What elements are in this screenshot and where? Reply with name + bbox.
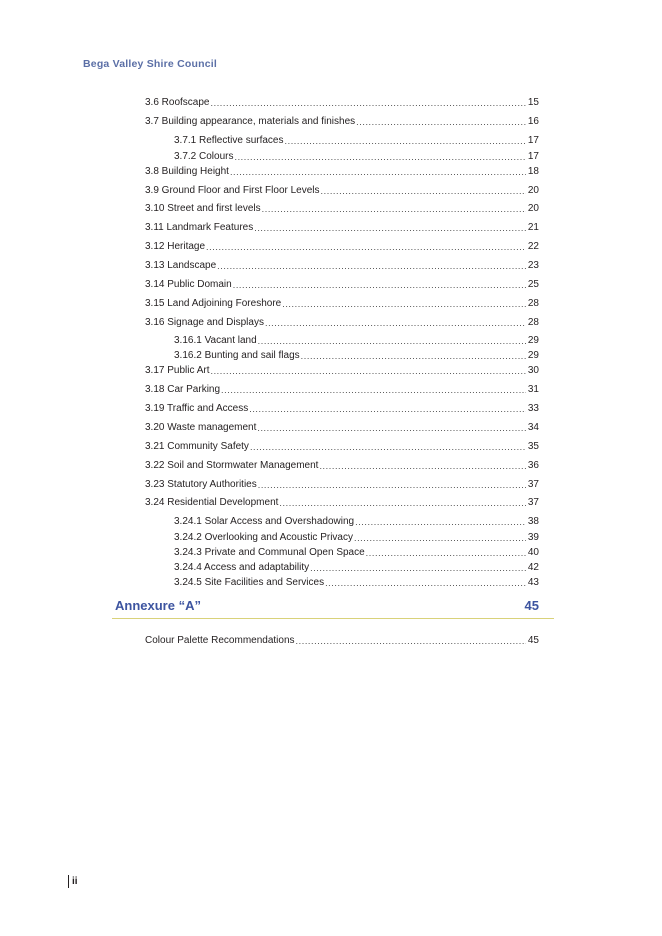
toc-entry-label: 3.11 Landmark Features (145, 222, 254, 233)
toc-entry[interactable] (145, 633, 539, 647)
dot-leader (301, 350, 526, 362)
toc-entry-page: 22 (527, 241, 539, 252)
annexure-title: Annexure “A” (115, 598, 201, 613)
dot-leader (217, 260, 526, 272)
toc-entry-page: 38 (527, 516, 539, 527)
dot-leader (254, 222, 526, 234)
toc-entry-label: 3.9 Ground Floor and First Floor Levels (145, 185, 320, 196)
toc-entry-page: 29 (527, 335, 539, 346)
dot-leader (265, 317, 526, 329)
toc-entry-label: 3.24.2 Overlooking and Acoustic Privacy (174, 532, 353, 543)
toc-entry-page: 40 (527, 547, 539, 558)
annexure-divider (112, 618, 554, 619)
dot-leader (250, 441, 526, 453)
toc-entry-label: 3.20 Waste management (145, 422, 257, 433)
toc-entry[interactable] (145, 477, 539, 491)
dot-leader (206, 241, 526, 253)
dot-leader (249, 403, 526, 415)
toc-entry-label: 3.13 Landscape (145, 260, 217, 271)
annexure-page: 45 (524, 598, 539, 613)
toc-entry[interactable] (145, 95, 539, 109)
toc-entry-label: 3.8 Building Height (145, 166, 229, 177)
toc-entry[interactable] (145, 258, 539, 272)
dot-leader (210, 365, 525, 377)
toc-entry-label: 3.7.2 Colours (174, 151, 234, 162)
toc-entry-label: 3.14 Public Domain (145, 279, 232, 290)
toc-entry-label: 3.21 Community Safety (145, 441, 249, 452)
toc-entry-page: 21 (527, 222, 539, 233)
toc-entry-page: 39 (527, 532, 539, 543)
toc-entry[interactable] (145, 420, 539, 434)
toc-entry-label: 3.6 Roofscape (145, 97, 210, 108)
toc-entry-page: 28 (527, 317, 539, 328)
toc-entry[interactable] (145, 315, 539, 329)
toc-entry[interactable] (145, 382, 539, 396)
toc-entry-page: 43 (527, 577, 539, 588)
toc-entry[interactable] (174, 560, 539, 574)
toc-entry[interactable] (145, 220, 539, 234)
dot-leader (321, 185, 526, 197)
dot-leader (234, 151, 525, 163)
toc-entry[interactable] (145, 495, 539, 509)
dot-leader (355, 516, 526, 528)
dot-leader (366, 547, 526, 559)
council-header: Bega Valley Shire Council (83, 58, 217, 70)
toc-entry-page: 36 (527, 460, 539, 471)
toc-entry-page: 35 (527, 441, 539, 452)
toc-entry-label: 3.24 Residential Development (145, 497, 279, 508)
dot-leader (296, 635, 526, 647)
toc-entry[interactable] (145, 363, 539, 377)
dot-leader (221, 384, 526, 396)
toc-entry-label: 3.19 Traffic and Access (145, 403, 249, 414)
toc-entry-label: 3.15 Land Adjoining Foreshore (145, 298, 282, 309)
toc-entry-page: 29 (527, 350, 539, 361)
toc-entry[interactable] (145, 277, 539, 291)
toc-entry-label: 3.24.5 Site Facilities and Services (174, 577, 325, 588)
toc-entry[interactable] (145, 239, 539, 253)
toc-entry-page: 34 (527, 422, 539, 433)
toc-entry[interactable] (174, 514, 539, 528)
toc-entry-page: 28 (527, 298, 539, 309)
toc-entry-page: 42 (527, 562, 539, 573)
toc-entry-label: 3.17 Public Art (145, 365, 210, 376)
toc-entry[interactable] (174, 575, 539, 589)
dot-leader (279, 497, 525, 509)
toc-entry-page: 45 (527, 635, 539, 646)
toc-entry[interactable] (145, 164, 539, 178)
dot-leader (319, 460, 525, 472)
toc-entry[interactable] (174, 333, 539, 347)
toc-entry-page: 33 (527, 403, 539, 414)
toc-entry-label: 3.7.1 Reflective surfaces (174, 135, 284, 146)
toc-entry-page: 17 (527, 135, 539, 146)
toc-entry-label: 3.18 Car Parking (145, 384, 221, 395)
toc-entry[interactable] (174, 530, 539, 544)
toc-entry[interactable] (145, 458, 539, 472)
dot-leader (356, 116, 526, 128)
toc-entry[interactable] (174, 348, 539, 362)
toc-entry-page: 25 (527, 279, 539, 290)
dot-leader (325, 577, 526, 589)
dot-leader (230, 166, 526, 178)
toc-entry-page: 37 (527, 479, 539, 490)
toc-entry-label: 3.16.1 Vacant land (174, 335, 257, 346)
dot-leader (211, 97, 526, 109)
toc-entry-label: 3.23 Statutory Authorities (145, 479, 257, 490)
annexure-heading[interactable] (115, 598, 539, 613)
toc-entry-page: 20 (527, 203, 539, 214)
toc-entry-label: Colour Palette Recommendations (145, 635, 295, 646)
toc-entry-label: 3.7 Building appearance, materials and finishes (145, 116, 356, 127)
dot-leader (285, 135, 526, 147)
toc-entry-page: 15 (527, 97, 539, 108)
toc-entry[interactable] (145, 296, 539, 310)
toc-entry[interactable] (174, 133, 539, 147)
toc-entry-page: 18 (527, 166, 539, 177)
toc-entry[interactable] (145, 439, 539, 453)
dot-leader (282, 298, 526, 310)
toc-entry-label: 3.16 Signage and Displays (145, 317, 264, 328)
dot-leader (354, 532, 526, 544)
dot-leader (262, 203, 526, 215)
toc-entry-label: 3.10 Street and first levels (145, 203, 261, 214)
toc-entry-label: 3.24.3 Private and Communal Open Space (174, 547, 365, 558)
page-number: ii (72, 876, 78, 887)
toc-entry[interactable] (145, 401, 539, 415)
toc-entry-page: 20 (527, 185, 539, 196)
dot-leader (233, 279, 526, 291)
toc-entry-page: 30 (527, 365, 539, 376)
toc-entry[interactable] (145, 114, 539, 128)
dot-leader (257, 422, 526, 434)
toc-entry-label: 3.22 Soil and Stormwater Management (145, 460, 319, 471)
toc-entry[interactable] (174, 149, 539, 163)
toc-entry[interactable] (174, 545, 539, 559)
toc-entry-label: 3.12 Heritage (145, 241, 206, 252)
footer-bar (68, 875, 69, 888)
dot-leader (310, 562, 526, 574)
toc-entry[interactable] (145, 201, 539, 215)
toc-entry-page: 16 (527, 116, 539, 127)
toc-entry-page: 23 (527, 260, 539, 271)
toc-entry-page: 37 (527, 497, 539, 508)
dot-leader (258, 479, 526, 491)
toc-entry-label: 3.24.4 Access and adaptability (174, 562, 310, 573)
toc-entry[interactable] (145, 183, 539, 197)
toc-entry-label: 3.16.2 Bunting and sail flags (174, 350, 300, 361)
dot-leader (258, 335, 526, 347)
toc-entry-label: 3.24.1 Solar Access and Overshadowing (174, 516, 355, 527)
toc-entry-page: 17 (527, 151, 539, 162)
toc-entry-page: 31 (527, 384, 539, 395)
